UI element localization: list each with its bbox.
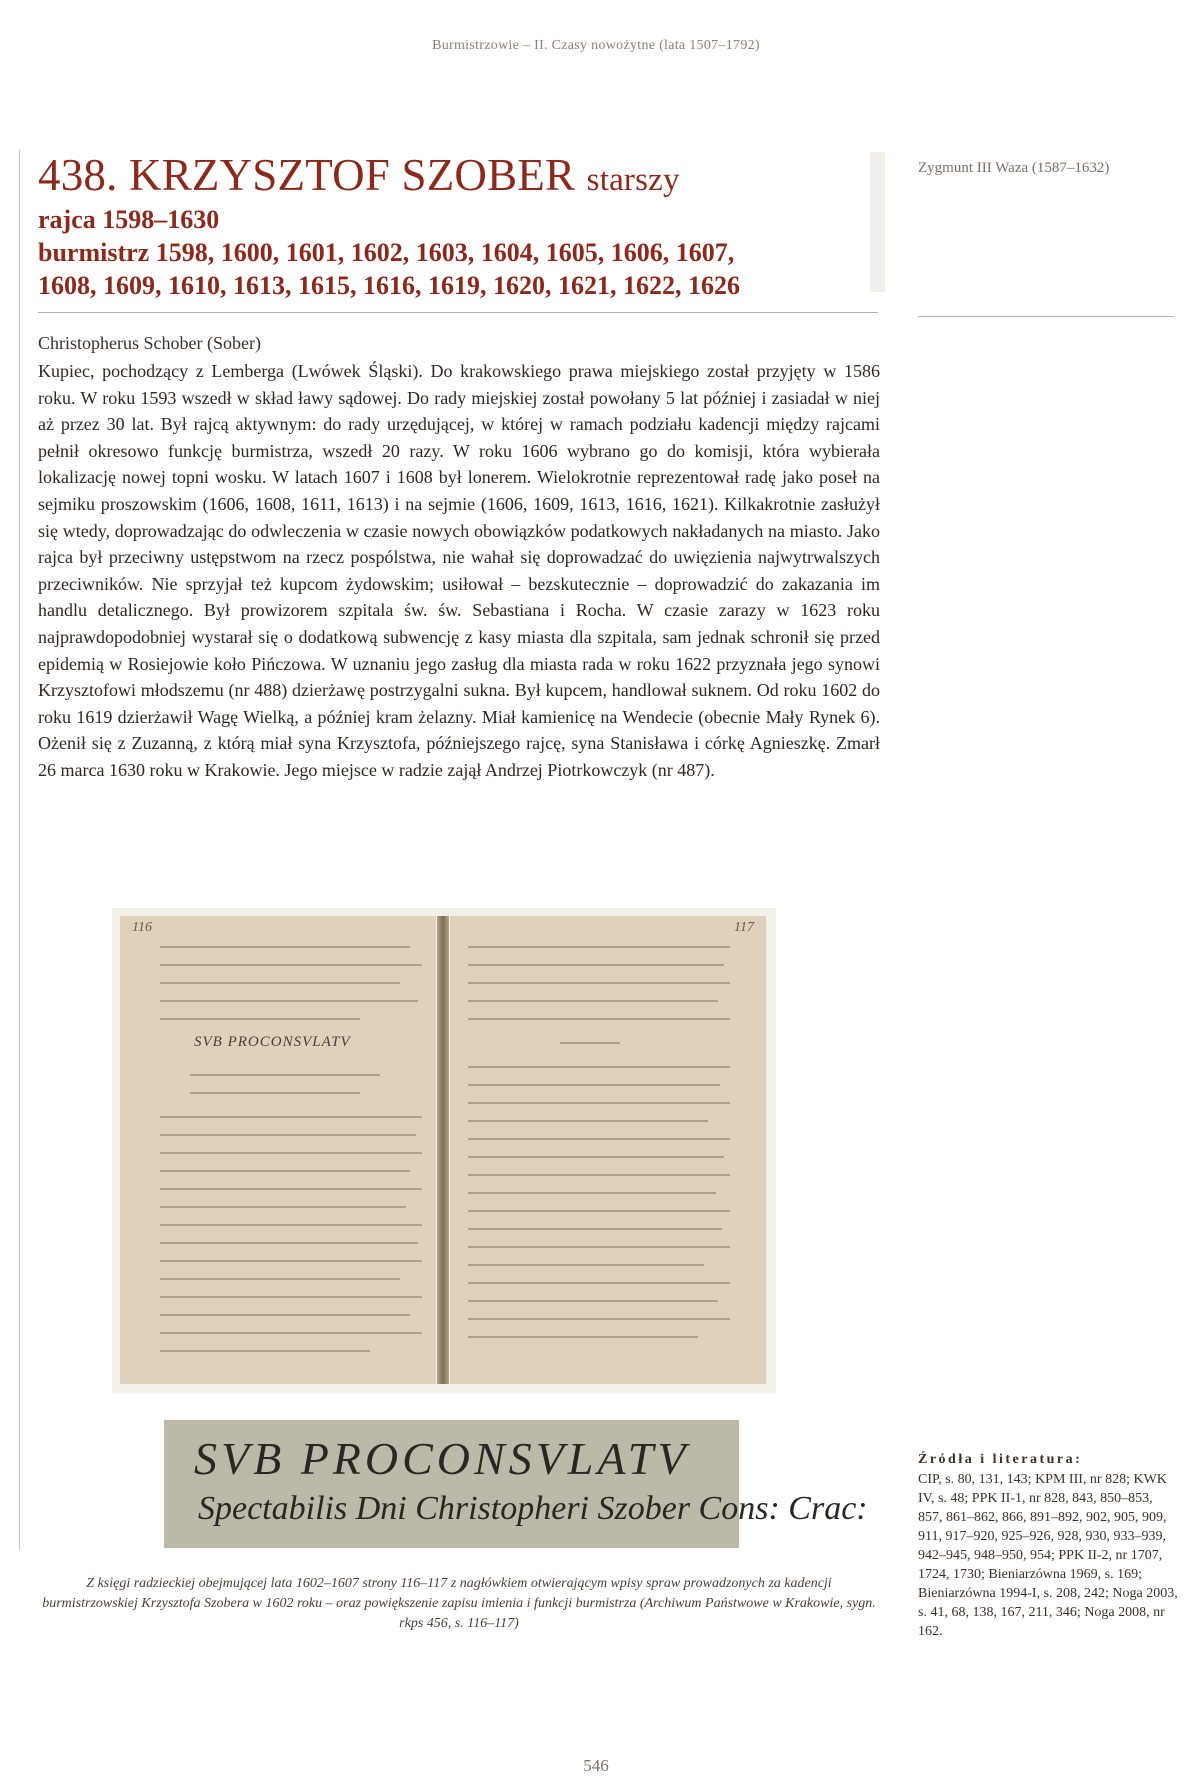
heading-enlargement: [164, 1420, 868, 1548]
entry-number-name: 438. KRZYSZTOF SZOBER: [38, 150, 576, 200]
sources-section: [918, 1452, 1178, 1641]
script-line: [160, 1242, 418, 1244]
script-line: [468, 982, 730, 984]
script-line: [468, 1138, 730, 1140]
margin-rule: [19, 150, 20, 1550]
sources-text: CIP, s. 80, 131, 143; KPM III, nr 828; KWK IV, s. 48; PPK II-1, nr 828, 843, 850–853, 857, 861–862, 866, 891–892, 902, 905, 909, 911, 917–920, 925–926, 928, 930, 933–939, 942–945, 948–950, 954; PPK II-2, nr 1707, 1724, 1730; Bieniarzówna 1969, s. 169; Bieniarzówna 1994-I, s. 208, 242; Noga 2003, s. 41, 68, 138, 167, 211, 346; Noga 2008, nr 162.: [918, 1472, 1178, 1639]
script-line: [160, 1314, 410, 1316]
page-number: 546: [583, 1756, 609, 1775]
folio-number-right: 117: [734, 920, 754, 935]
script-line: [468, 1336, 698, 1338]
script-line: [468, 1084, 720, 1086]
script-line: [160, 1018, 360, 1020]
sidebar-reign: Zygmunt III Waza (1587–1632): [918, 160, 1110, 176]
running-header: Burmistrzowie – II. Czasy nowożytne (lata 1507–1792): [432, 38, 760, 53]
manuscript-heading-left: SVB PROCONSVLATV: [194, 1034, 351, 1050]
script-line: [560, 1042, 620, 1044]
script-line: [468, 1174, 730, 1176]
figure-caption: Z księgi radzieckiej obejmującej lata 1602–1607 strony 116–117 z nagłówkiem otwierającym wpisy spraw prowadzonych za kadencji burmistrzowskiej Krzysztofa Szobera w 1602 roku – oraz powiększenie zapisu imienia i funkcji burmistrza (Archiwum Państwowe w Krakowie, sygn. rkps 456, s. 116–117): [42, 1576, 876, 1631]
script-line: [160, 1116, 422, 1118]
biography: [38, 330, 880, 784]
manuscript-gutter: [437, 916, 449, 1384]
script-line: [160, 982, 400, 984]
script-line: [160, 1224, 422, 1226]
script-line: [468, 1300, 718, 1302]
script-line: [160, 1000, 418, 1002]
entry-qualifier: starszy: [586, 162, 680, 198]
latin-name: Christopherus Schober (Sober): [38, 333, 261, 353]
title-rule: [38, 312, 878, 313]
script-line: [160, 1206, 406, 1208]
script-line: [468, 1210, 730, 1212]
script-line: [160, 1350, 370, 1352]
script-line: [190, 1092, 360, 1094]
enlarge-line-1: SVB PROCONSVLATV: [194, 1433, 690, 1484]
script-line: [468, 964, 724, 966]
entry-title: [38, 152, 888, 203]
script-line: [160, 1152, 422, 1154]
enlarge-line-2: Spectabilis Dni Christopheri Szober Cons: Crac:: [198, 1490, 868, 1527]
script-line: [468, 1246, 730, 1248]
script-line: [160, 946, 410, 948]
biography-text: Kupiec, pochodzący z Lemberga (Lwówek Śląski). Do krakowskiego prawa miejskiego został przyjęty w 1586 roku. W roku 1593 wszedł w skład ławy sądowej. Do rady miejskiej został powołany 5 lat później i zasiadał w niej aż przez 30 lat. Był rajcą aktywnym: do rady urzędującej, w której w ramach podziału kadencji między rajcami pełnił okresowo funkcję burmistrza, wszedł 20 razy. W roku 1606 wybrano go do komisji, która wybierała lokalizację nowej topni wosku. W latach 1607 i 1608 był lonerem. Wielokrotnie reprezentował radę jako poseł na sejmiku proszowskim (1606, 1608, 1611, 1613) i na sejmie (1606, 1609, 1613, 1616, 1621). Kilkakrotnie zasłużył się wtedy, doprowadzając do odwleczenia w czasie nowych obowiązków podatkowych nakładanych na miasto. Jako rajca był przeciwny ustępstwom na rzecz pospólstwa, nie wahał się doprowadzać do uwięzienia najwytrwalszych przeciwników. Nie sprzyjał też kupcom żydowskim; usiłował – bezskutecznie – doprowadzić do zakazania im handlu detalicznego. Był prowizorem szpitala św. św. Sebastiana i Rocha. W czasie zarazy w 1623 roku najprawdopodobniej wystarał się o dodatkową subwencję z kasy miasta dla szpitala, sam jednak schronił się przed epidemią w Rosiejowie koło Pińczowa. W uznaniu jego zasług dla miasta rada w roku 1622 przyznała jego synowi Krzysztofowi młodszemu (nr 488) dzierżawę postrzygalni sukna. Był kupcem, handlował suknem. Od roku 1602 do roku 1619 dzierżawił Wagę Wielką, a później kram żelazny. Miał kamienicę na Wendecie (obecnie Mały Rynek 6). Ożenił się z Zuzanną, z którą miał syna Krzysztofa, późniejszego rajcę, syna Stanisława i córkę Agnieszkę. Zmarł 26 marca 1630 roku w Krakowie. Jego miejsce w radzie zajął Andrzej Piotrkowczyk (nr 487).: [38, 361, 880, 780]
script-line: [468, 1102, 730, 1104]
role-burmistrz-line-1: burmistrz 1598, 1600, 1601, 1602, 1603, 1604, 1605, 1606, 1607,: [38, 238, 735, 267]
script-line: [160, 1134, 416, 1136]
script-line: [468, 946, 730, 948]
folio-number-left: 116: [132, 920, 152, 935]
script-line: [468, 1282, 730, 1284]
script-line: [468, 1192, 716, 1194]
script-line: [468, 1066, 730, 1068]
sidebar-rule: [918, 316, 1174, 317]
script-line: [160, 1296, 422, 1298]
script-line: [468, 1156, 724, 1158]
script-line: [160, 1260, 422, 1262]
script-line: [468, 1018, 730, 1020]
manuscript-photo: [112, 908, 776, 1393]
script-line: [160, 1170, 410, 1172]
script-line: [160, 1332, 422, 1334]
script-line: [468, 1318, 730, 1320]
manuscript-page-right: [450, 916, 766, 1384]
sources-heading: Źródła i literatura:: [918, 1452, 1083, 1467]
script-line: [468, 1120, 708, 1122]
script-line: [468, 1000, 718, 1002]
script-line: [160, 1188, 422, 1190]
script-line: [190, 1074, 380, 1076]
script-line: [160, 1278, 400, 1280]
script-line: [468, 1228, 722, 1230]
role-rajca: rajca 1598–1630: [38, 205, 220, 234]
entry-title-block: [38, 152, 888, 302]
script-line: [468, 1264, 704, 1266]
bleed-through-shadow: [870, 152, 885, 292]
script-line: [160, 964, 422, 966]
role-burmistrz-line-2: 1608, 1609, 1610, 1613, 1615, 1616, 1619, 1620, 1621, 1622, 1626: [38, 271, 740, 300]
manuscript-page-left: [120, 916, 436, 1384]
